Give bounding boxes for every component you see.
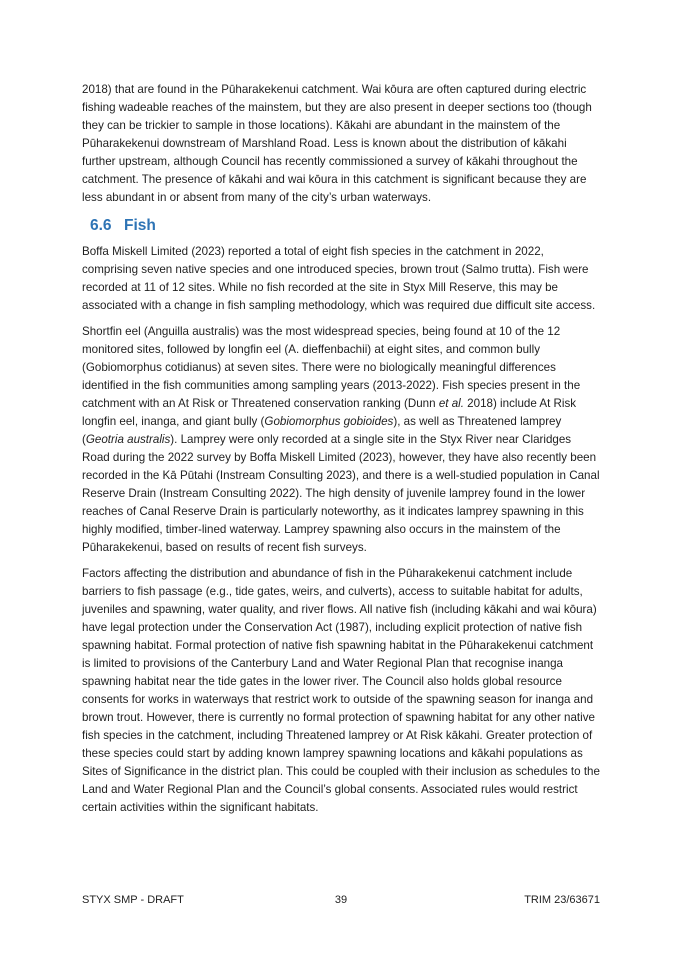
footer-reference: TRIM 23/63671 — [524, 894, 601, 906]
paragraph — [82, 323, 600, 557]
section-heading — [90, 217, 600, 235]
italic-text: Geotria australis — [85, 433, 171, 446]
text-run: Boffa Miskell Limited (2023) reported a total of eight fish species in the catchment in 2022, comprising seven native species and one introduced species, brown trout (Salmo trutta). Fish were recorded at 11 of 12 sites. While no fish recorded at the site in Styx Mill Reserve, this may be associated with a change in fish sampling methodology, which was required due difficult site access. — [82, 245, 596, 312]
section-title: Fish — [124, 217, 156, 234]
section-number: 6.6 — [90, 217, 112, 234]
footer-document-title: STYX SMP - DRAFT — [82, 894, 184, 906]
footer-page-number: 39 — [334, 894, 348, 906]
text-run: 2018) include At Risk longfin eel, inanga, and giant bully ( — [82, 397, 577, 428]
page-footer — [82, 894, 600, 906]
text-run: Factors affecting the distribution and abundance of fish in the Pūharakekenui catchment include barriers to fish passage (e.g., tide gates, weirs, and culverts), access to suitable habitat for adults, juveniles and spawning, water quality, and river flows. All native fish (including kākahi and wai kōura) have legal protection under the Conservation Act (1987), including explicit protection of native fish spawning habitat. Formal protection of native fish spawning habitat in the Pūharakekenui catchment is limited to provisions of the Canterbury Land and Water Regional Plan that recognise inanga spawning habitat near the tide gates in the lower river. The Council also holds global resource consents for works in waterways that restrict work to outside of the spawning season for inanga and brown trout. However, there is currently no formal protection of spawning habitat for any other native fish species in the catchment, including Threatened lamprey or At Risk kākahi. Greater protection of these species could start by adding known lamprey spawning locations and kākahi populations as Sites of Significance in the district plan. This could be coupled with their inclusion as schedules to the Land and Water Regional Plan and the Council’s global consents. Associated rules would restrict certain activities within the significant habitats. — [82, 567, 600, 814]
intro-paragraphs — [82, 81, 600, 207]
section-paragraphs — [82, 243, 600, 817]
text-run: ). Lamprey were only recorded at a single site in the Styx River near Claridges Road during the 2022 survey by Boffa Miskell Limited (2023), however, they have also recently been recorded in the Kā Pūtahi (Instream Consulting 2023), and there is a well-studied population in Canal Reserve Drain (Instream Consulting 2022). The high density of juvenile lamprey found in the lower reaches of Canal Reserve Drain is particularly noteworthy, as it indicates lamprey spawning in this highly modified, timber-lined waterway. Lamprey spawning also occurs in the mainstem of the Pūharakekenui, based on results of recent fish surveys. — [82, 433, 600, 554]
italic-text: et al. — [438, 397, 464, 410]
text-run: ), as well as Threatened lamprey ( — [82, 415, 562, 446]
text-run: 2018) that are found in the Pūharakekenui catchment. Wai kōura are often captured during electric fishing wadeable reaches of the mainstem, but they are also present in deeper sections too (though they can be trickier to sample in those locations). Kākahi are abundant in the mainstem of the Pūharakekenui downstream of Marshland Road. Less is known about the distribution of kākahi further upstream, although Council has recently commissioned a survey of kākahi throughout the catchment. The presence of kākahi and wai kōura in this catchment is significant because they are less abundant in or absent from many of the city’s urban waterways. — [82, 83, 592, 204]
paragraph — [82, 81, 600, 207]
text-run: Shortfin eel (Anguilla australis) was the most widespread species, being found at 10 of the 12 monitored sites, followed by longfin eel (A. dieffenbachii) at eight sites, and common bully (Gobiomorphus cotidianus) at seven sites. There were no biologically meaningful differences identified in the fish communities among sampling years (2013-2022). Fish species present in the catchment with an At Risk or Threatened conservation ranking (Dunn — [82, 325, 581, 410]
italic-text: Gobiomorphus gobioides — [264, 415, 394, 428]
document-body — [82, 81, 600, 825]
paragraph — [82, 243, 600, 315]
paragraph — [82, 565, 600, 817]
